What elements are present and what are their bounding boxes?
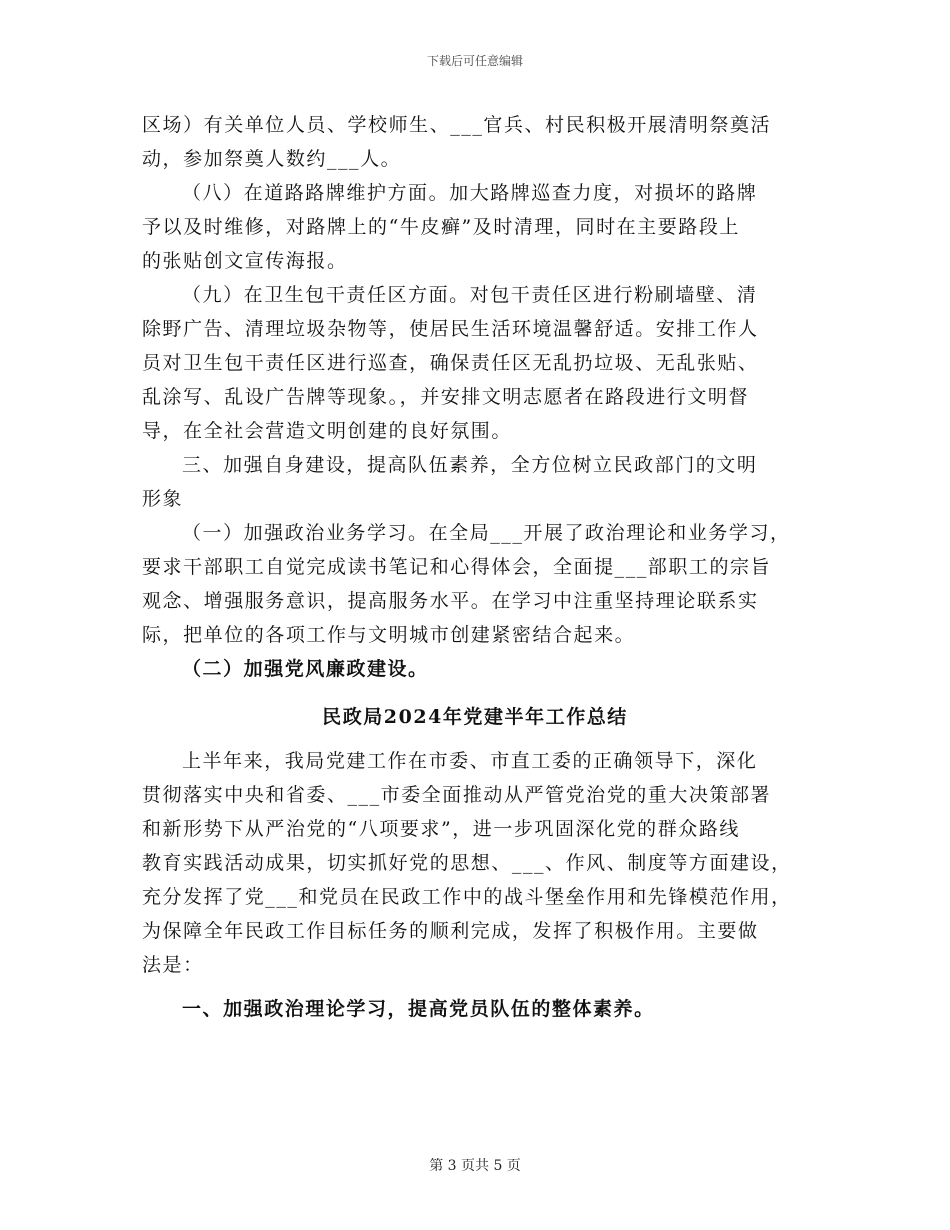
document-title: 民政局2024年党建半年工作总结	[322, 706, 628, 728]
text-line: 乱涂写、乱设广告牌等现象。，并安排文明志愿者在路段进行文明督	[142, 386, 750, 408]
text-line: 观念、增强服务意识，提高服务水平。在学习中注重坚持理论联系实	[142, 590, 759, 612]
text-line: 充分发挥了党___和党员在民政工作中的战斗堡垒作用和先锋模范作用，	[142, 886, 792, 908]
document-body	[142, 108, 808, 1026]
text-line: 除野广告、清理垃圾杂物等，使居民生活环境温馨舒适。安排工作人	[142, 318, 759, 340]
text-line: 的张贴创文宣传海报。	[142, 250, 348, 272]
text-line: 际，把单位的各项工作与文明城市创建紧密结合起来。	[142, 624, 636, 646]
text-line: 区场）有关单位人员、学校师生、___官兵、村民积极开展清明祭奠活	[142, 114, 772, 136]
text-line: 导，在全社会营造文明创建的良好氛围。	[142, 420, 512, 442]
text-line: （一）加强政治业务学习。在全局___开展了政治理论和业务学习，	[182, 522, 791, 544]
text-line: （八）在道路路牌维护方面。加大路牌巡查力度，对损坏的路牌	[182, 182, 758, 204]
text-line: 为保障全年民政工作目标任务的顺利完成，发挥了积极作用。主要做	[142, 920, 759, 942]
text-line: 教育实践活动成果，切实抓好党的思想、___、作风、制度等方面建设，	[142, 852, 792, 874]
spacer	[142, 982, 808, 992]
page-footer: 第 3 页共 5 页	[429, 1158, 521, 1174]
text-line: 员对卫生包干责任区进行巡查，确保责任区无乱扔垃圾、无乱张贴、	[142, 352, 759, 374]
text-line: 和新形势下从严治党的“八项要求”，进一步巩固深化党的群众路线	[142, 818, 740, 840]
text-line: 上半年来，我局党建工作在市委、市直工委的正确领导下，深化	[182, 750, 758, 772]
bold-heading: 一、加强政治理论学习，提高党员队伍的整体素养。	[182, 998, 655, 1020]
text-line: 贯彻落实中央和省委、___市委全面推动从严管党治党的重大决策部署	[142, 784, 772, 806]
page-header: 下载后可任意编辑	[426, 54, 523, 68]
text-line: （九）在卫生包干责任区方面。对包干责任区进行粉刷墙壁、清	[182, 284, 758, 306]
text-line: 法是：	[142, 954, 204, 976]
bold-subheading: （二）加强党风廉政建设。	[182, 658, 429, 680]
text-line: 形象	[142, 488, 184, 510]
text-line: 要求干部职工自觉完成读书笔记和心得体会，全面提___部职工的宗旨	[142, 556, 772, 578]
text-line: 动，参加祭奠人数约___人。	[142, 148, 402, 170]
section-heading: 三、加强自身建设，提高队伍素养，全方位树立民政部门的文明	[182, 454, 758, 476]
text-line: 予以及时维修，对路牌上的“牛皮癣”及时清理，同时在主要路段上	[142, 216, 740, 238]
